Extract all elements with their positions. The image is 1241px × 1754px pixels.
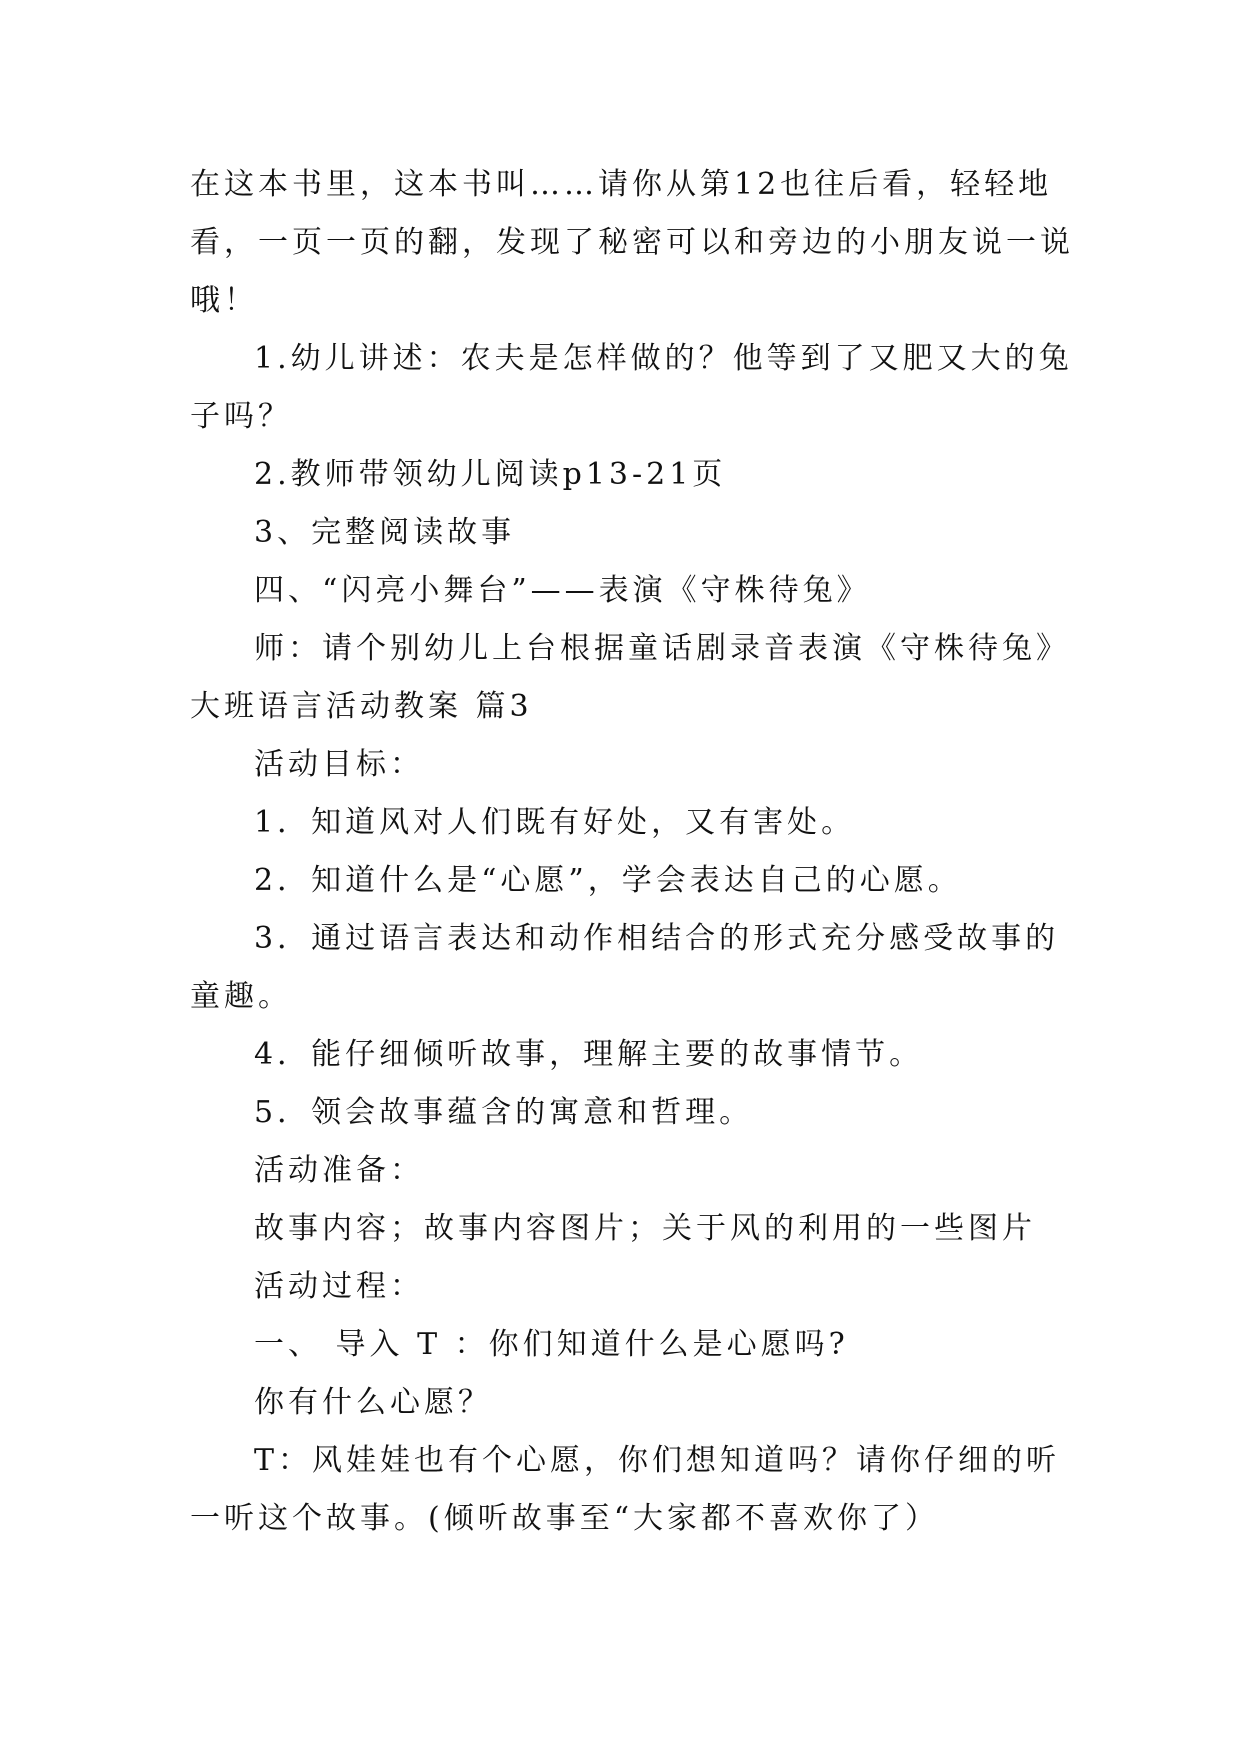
- text-line-17: 5．领会故事蕴含的寓意和哲理。: [254, 1095, 754, 1130]
- section-heading: 大班语言活动教案 篇3: [190, 689, 533, 724]
- text-line-14: 3．通过语言表达和动作相结合的形式充分感受故事的: [254, 921, 1060, 956]
- text-line-7: 3、完整阅读故事: [254, 515, 516, 550]
- text-line-23: T：风娃娃也有个心愿，你们想知道吗？请你仔细的听: [254, 1443, 1061, 1478]
- text-line-22: 你有什么心愿？: [254, 1385, 492, 1420]
- text-line-15: 童趣。: [190, 979, 292, 1014]
- text-line-1: 在这本书里，这本书叫……请你从第12也往后看，轻轻地: [190, 167, 1053, 202]
- text-line-11: 活动目标：: [254, 747, 424, 782]
- text-line-16: 4．能仔细倾听故事，理解主要的故事情节。: [254, 1037, 924, 1072]
- text-line-20: 活动过程：: [254, 1269, 424, 1304]
- text-line-3: 哦！: [190, 283, 258, 318]
- text-line-24: 一听这个故事。(倾听故事至“大家都不喜欢你了）: [190, 1501, 940, 1536]
- text-line-5: 子吗？: [190, 399, 292, 434]
- text-line-18: 活动准备：: [254, 1153, 424, 1188]
- text-line-2: 看，一页一页的翻，发现了秘密可以和旁边的小朋友说一说: [190, 225, 1074, 260]
- text-line-19: 故事内容；故事内容图片；关于风的利用的一些图片: [254, 1211, 1036, 1246]
- text-line-9: 师：请个别幼儿上台根据童话剧录音表演《守株待兔》: [254, 631, 1070, 666]
- text-line-8: 四、“闪亮小舞台”——表演《守株待兔》: [254, 573, 871, 608]
- text-line-21: 一、 导入 T ：你们知道什么是心愿吗?: [254, 1327, 849, 1362]
- text-line-6: 2.教师带领幼儿阅读p13-21页: [254, 457, 727, 492]
- document-body: [190, 156, 1074, 1548]
- text-line-4: 1.幼儿讲述：农夫是怎样做的？他等到了又肥又大的兔: [254, 341, 1073, 376]
- text-line-13: 2．知道什么是“心愿”，学会表达自己的心愿。: [254, 863, 962, 898]
- text-line-12: 1．知道风对人们既有好处，又有害处。: [254, 805, 856, 840]
